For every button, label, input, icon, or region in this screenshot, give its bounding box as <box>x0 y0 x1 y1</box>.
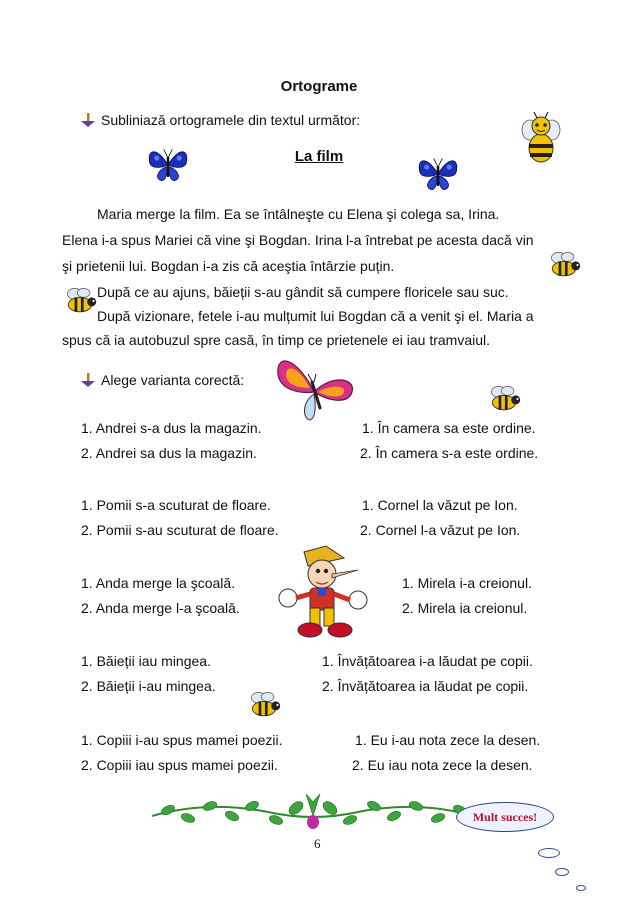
exercise-option: 1. Anda merge la şcoală. <box>81 575 236 591</box>
paragraph-line: şi prietenii lui. Bogdan i-a zis că aceştia întârzie puțin. <box>62 258 395 274</box>
exercise-option: 2. Copiii iau spus mamei poezii. <box>81 757 278 773</box>
exercise-option: 2. În camera s-a este ordine. <box>360 445 539 461</box>
bee-icon <box>486 384 522 414</box>
exercise-option: 1. Mirela i-a creionul. <box>402 575 532 591</box>
exercise-option: 2. Pomii s-au scuturat de floare. <box>81 522 279 538</box>
vine-icon <box>148 786 478 832</box>
exercise-option: 1. Cornel la văzut pe Ion. <box>362 497 518 513</box>
exercise-option: 1. Andrei s-a dus la magazin. <box>81 420 262 436</box>
exercise-option: 1. În camera sa este ordine. <box>362 420 536 436</box>
paragraph-line: După vizionare, fetele i-au mulțumit lui Bogdan că a venit şi el. Maria a <box>97 308 534 324</box>
exercise-option: 1. Pomii s-a scuturat de floare. <box>81 497 271 513</box>
bullet-icon <box>80 112 96 128</box>
exercise-option: 2. Băieții i-au mingea. <box>81 678 216 694</box>
instruction-choose: Alege varianta corectă: <box>101 372 245 388</box>
bullet-icon <box>80 372 96 388</box>
exercise-option: 2. Andrei sa dus la magazin. <box>81 445 257 461</box>
bee-icon <box>546 250 582 280</box>
exercise-option: 2. Mirela ia creionul. <box>402 600 528 616</box>
exercise-option: 1. Copiii i-au spus mamei poezii. <box>81 732 283 748</box>
page-title: Ortograme <box>280 78 358 95</box>
paragraph-line: spus că ia autobuzul spre casă, în timp ce prietenele ei iau tramvaiul. <box>62 332 491 348</box>
exercise-option: 2. Anda merge l-a şcoală. <box>81 600 240 616</box>
bee-icon <box>246 690 282 720</box>
exercise-option: 1. Eu i-au nota zece la desen. <box>355 732 541 748</box>
exercise-option: 2. Eu iau nota zece la desen. <box>352 757 533 773</box>
paragraph-line: Maria merge la film. Ea se întâlneşte cu Elena şi colega sa, Irina. <box>97 206 500 222</box>
butterfly-icon <box>272 352 356 426</box>
exercise-option: 1. Învățătoarea i-a lăudat pe copii. <box>322 653 533 669</box>
mult-succes-badge: Mult succes! <box>456 802 554 832</box>
exercise-option: 2. Cornel l-a văzut pe Ion. <box>360 522 521 538</box>
exercise-option: 1. Băieții iau mingea. <box>81 653 211 669</box>
page-number: 6 <box>314 836 321 851</box>
text-title: La film <box>294 148 344 165</box>
paragraph-line: După ce au ajuns, băieții s-au gândit să cumpere floricele sau suc. <box>97 284 509 300</box>
bubble-icon <box>538 848 560 858</box>
bubble-icon <box>576 885 586 891</box>
pinocchio-icon <box>274 544 376 640</box>
instruction-underline: Subliniază ortogramele din textul următor: <box>101 112 361 128</box>
exercise-option: 2. Învățătoarea ia lăudat pe copii. <box>322 678 529 694</box>
bubble-icon <box>555 868 569 876</box>
paragraph-line: Elena i-a spus Mariei că vine şi Bogdan. Irina l-a întrebat pe acesta dacă vin <box>62 232 534 248</box>
bee-icon <box>62 286 98 316</box>
